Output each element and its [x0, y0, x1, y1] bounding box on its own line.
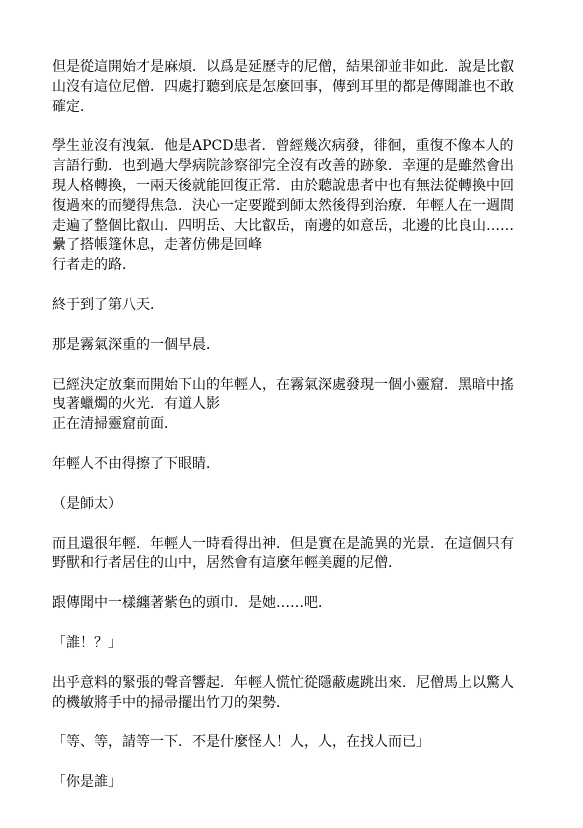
paragraph-who: 「誰！？」 [52, 634, 122, 651]
paragraph-tense-voice: 出乎意料的緊張的聲音響起．年輕人慌忙從隱蔽處跳出來．尼僧馬上以驚人的機敏將手中的掃帚擺出竹刀的架勢． [52, 674, 514, 711]
paragraph-foggy-morning: 那是霧氣深重的一個早晨． [52, 336, 220, 353]
paragraph-wait: 「等、等，請等一下．不是什麼怪人！人，人，在找人而已」 [52, 734, 430, 751]
paragraph-young-nun: 而且還很年輕．年輕人一時看得出神．但是實在是詭異的光景．在這個只有野獸和行者居住的山中，居然會有這麼年輕美麗的尼僧． [52, 535, 514, 572]
paragraph-eighth-day: 終于到了第八天． [52, 296, 164, 313]
paragraph-thought: （是師太） [52, 495, 122, 512]
paragraph-cave: 已經決定放棄而開始下山的年輕人，在霧氣深處發現一個小靈窟．黑暗中搖曳著蠟燭的火光．有道人影 正在清掃靈窟前面． [52, 376, 514, 433]
paragraph-who-are-you: 「你是誰」 [52, 774, 122, 791]
paragraph-student: 學生並沒有洩氣．他是APCD患者．曾經幾次病發，徘徊，重復不像本人的言語行動．也到過大學病院診察卻完全沒有改善的跡象．幸運的是雖然會出現人格轉換，一兩天後就能回復正常．由於聽說患者中也有無法從轉換中回復過來的而變得焦急．決心一定要蹤到師太然後得到治療．年輕人在一週間走遍了整個比叡山．四明岳、大比叡岳，南邊的如意岳，北邊的比良山……纍了搭帳篷休息，走著仿佛是回峰 行者走的路． [52, 138, 514, 274]
paragraph-rumor: 但是從這開始才是麻煩．以爲是延歷寺的尼僧，結果卻並非如此．說是比叡山沒有這位尼僧．四處打聽到底是怎麼回事，傳到耳里的都是傳聞誰也不敢確定． [52, 59, 514, 115]
paragraph-rub-eyes: 年輕人不由得擦了下眼睛． [52, 455, 220, 472]
paragraph-purple-hood: 跟傳聞中一樣纏著紫色的頭巾．是她……吧． [52, 595, 332, 612]
document-body [52, 58, 527, 813]
